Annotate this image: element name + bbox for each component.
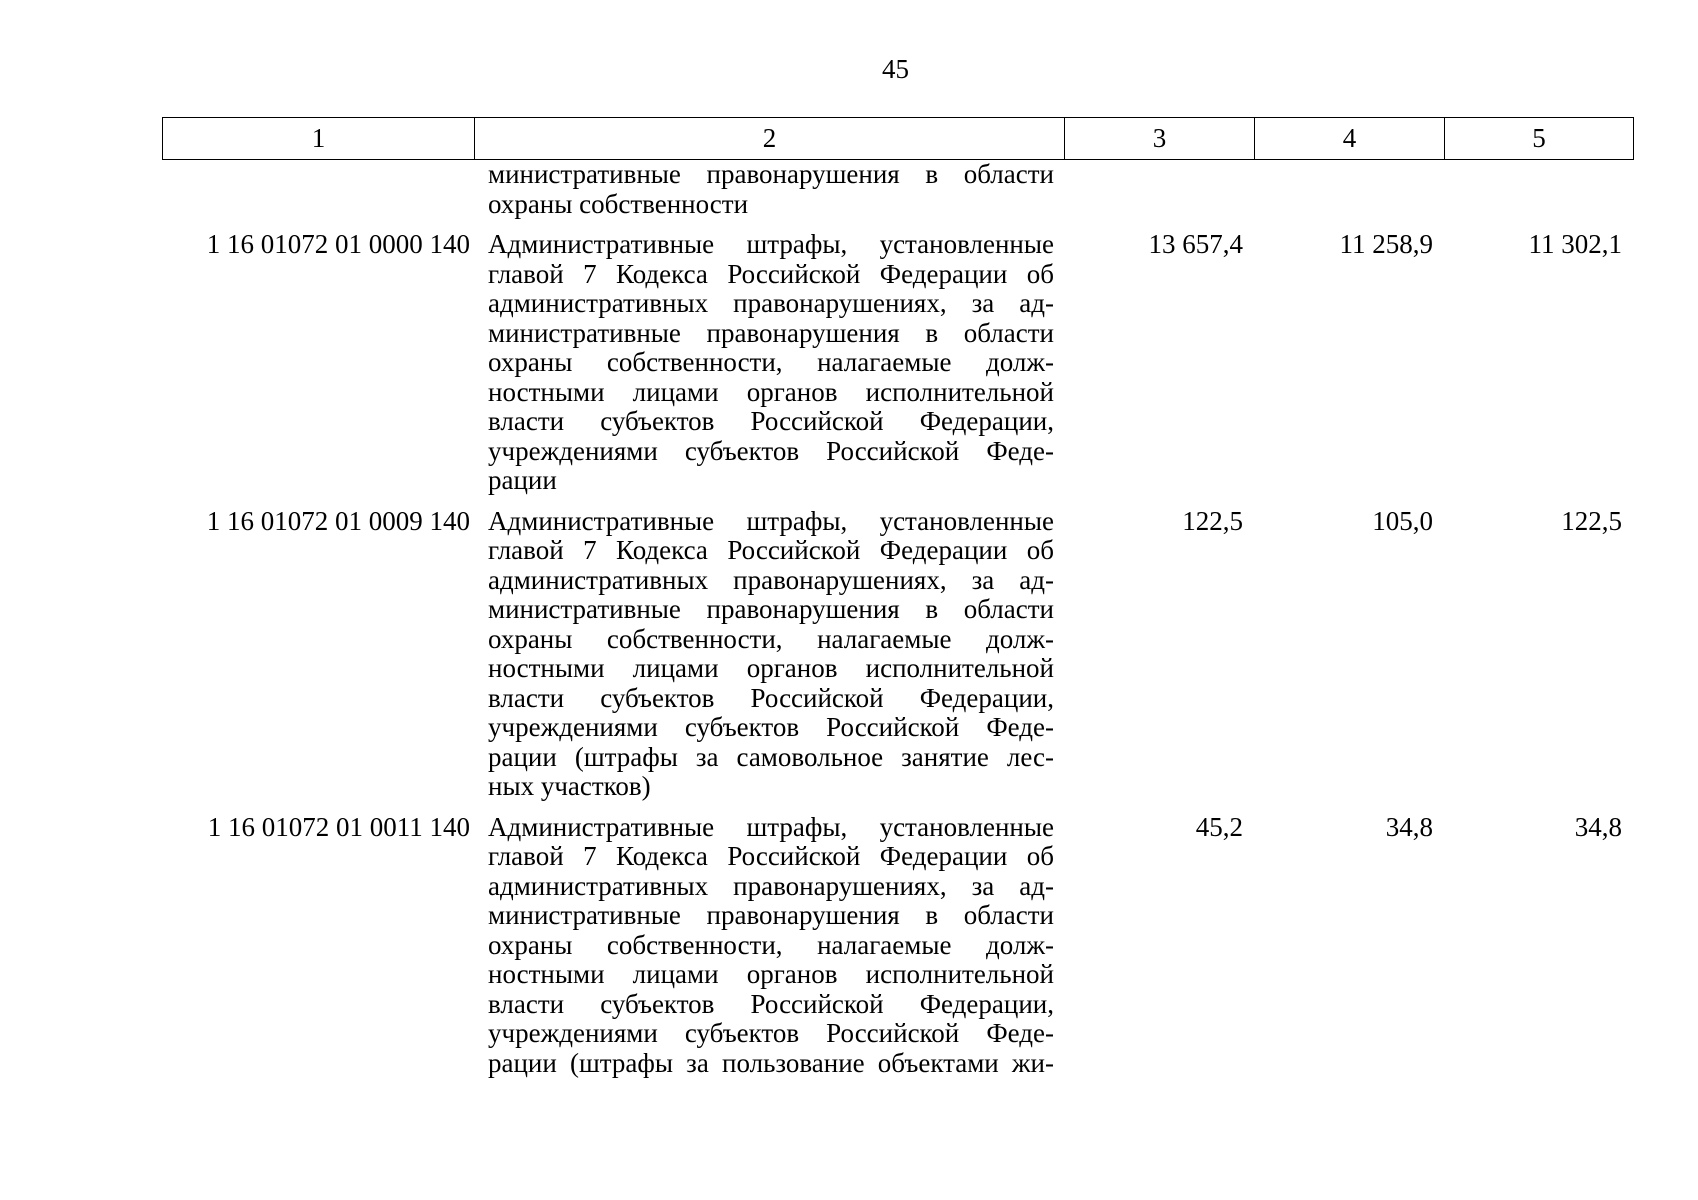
description-line: учреждениями субъектов Российской Феде- [488,712,1054,742]
description-line: министративные правонарушения в области [488,594,1054,624]
description-line: административных правонарушениях, за ад- [488,870,1054,901]
row-value-5 [1444,160,1633,219]
description-line: власти субъектов Российской Федерации, [488,406,1054,436]
row-value-4 [1254,160,1444,219]
row-value-5: 11 302,1 [1528,229,1622,259]
description-line: Административные штрафы, установленные [488,229,1054,259]
description-line: учреждениями субъектов Российской Феде- [488,435,1054,466]
row-description [474,230,1064,496]
description-line: административных правонарушениях, за ад- [488,288,1054,318]
row-description [474,813,1064,1079]
column-header-2: 2 [475,118,1065,160]
description-line: главой 7 Кодекса Российской Федерации об [488,258,1054,289]
description-line: власти субъектов Российской Федерации, [488,682,1054,713]
description-line: рации (штрафы за самовольное занятие лес- [488,741,1054,772]
row-code: 1 16 01072 01 0000 140 [206,229,470,259]
row-description [474,507,1064,802]
description-line: ностными лицами органов исполнительной [488,653,1054,683]
row-value-3 [1064,160,1254,219]
row-code: 1 16 01072 01 0009 140 [206,505,470,536]
description-line: министративные правонарушения в области [488,317,1054,348]
description-line: охраны собственности, налагаемые долж- [488,347,1054,377]
description-line: охраны собственности [488,188,749,219]
row-value-3: 122,5 [1182,505,1243,536]
row-code [162,160,474,219]
row-description [474,160,1064,219]
description-line: Административные штрафы, установленные [488,811,1054,842]
description-line: главой 7 Кодекса Российской Федерации об [488,841,1054,871]
column-header-5: 5 [1445,118,1634,160]
column-header-1: 1 [163,118,475,160]
row-value-4: 34,8 [1385,811,1433,842]
row-value-3: 45,2 [1195,811,1243,842]
column-header-table [162,117,1634,160]
description-line: ностными лицами органов исполнительной [488,959,1054,989]
table-body [162,160,1633,1078]
description-line: Административные штрафы, установленные [488,505,1054,536]
row-value-4: 105,0 [1372,505,1433,536]
description-line: учреждениями субъектов Российской Феде- [488,1018,1054,1048]
row-value-5: 34,8 [1574,811,1622,842]
page-number: 45 [882,54,909,84]
description-line: охраны собственности, налагаемые долж- [488,929,1054,960]
description-line: ных участков) [488,771,651,801]
row-value-4: 11 258,9 [1339,229,1433,259]
description-line: административных правонарушениях, за ад- [488,564,1054,595]
description-line: министративные правонарушения в области [488,159,1054,189]
column-header-3: 3 [1065,118,1255,160]
description-line: охраны собственности, налагаемые долж- [488,623,1054,654]
table-row [162,813,1633,1079]
row-value-3: 13 657,4 [1148,229,1243,259]
column-header-row [163,118,1634,160]
table-row [162,230,1633,496]
description-line: министративные правонарушения в области [488,900,1054,930]
row-code: 1 16 01072 01 0011 140 [207,811,470,842]
description-line: рации (штрафы за пользование объектами жи- [488,1047,1054,1078]
continuation-row [162,160,1633,219]
description-line: власти субъектов Российской Федерации, [488,988,1054,1019]
column-header-4: 4 [1255,118,1445,160]
row-value-5: 122,5 [1561,505,1622,536]
table-row [162,507,1633,802]
description-line: ностными лицами органов исполнительной [488,376,1054,407]
description-line: рации [488,465,557,495]
description-line: главой 7 Кодекса Российской Федерации об [488,535,1054,565]
